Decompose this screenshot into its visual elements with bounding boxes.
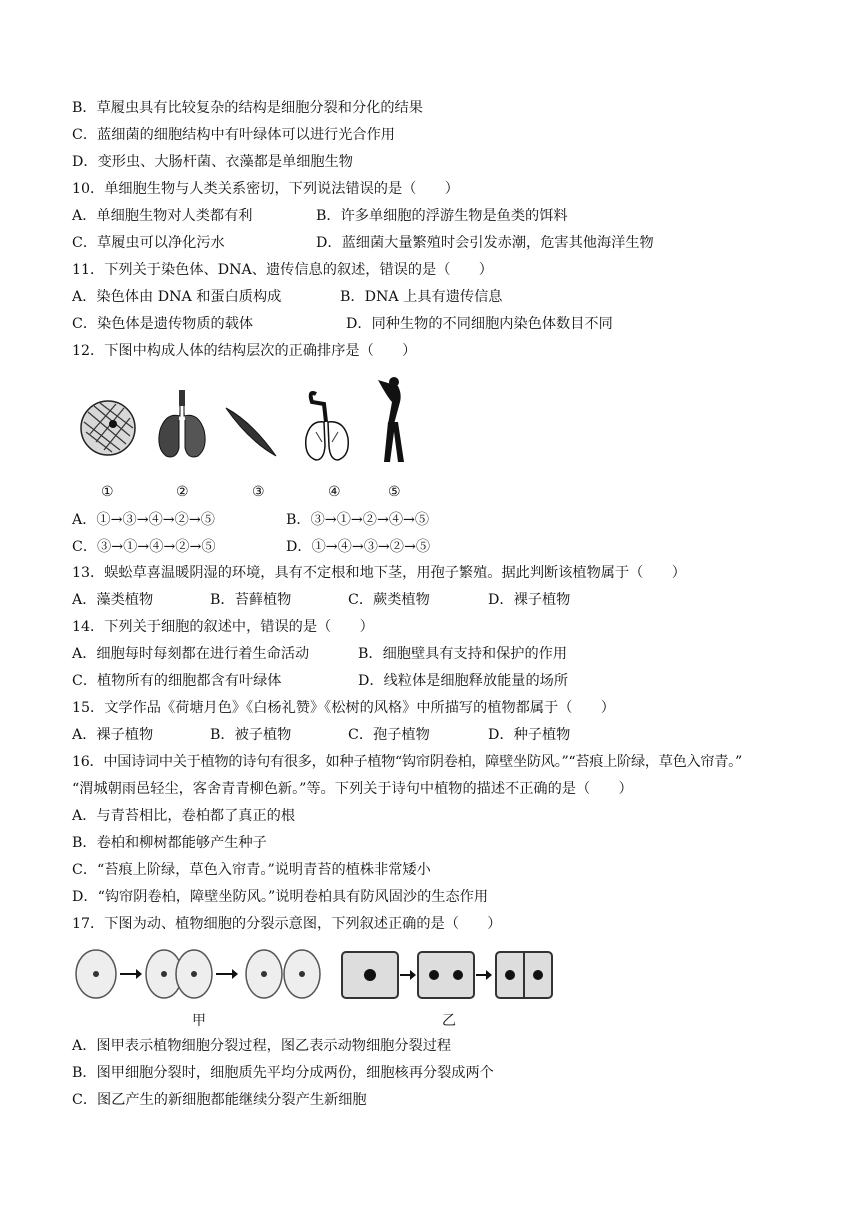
q14-option-a: A．细胞每时每刻都在进行着生命活动: [72, 646, 310, 662]
question-11: 11．下列关于染色体、DNA、遗传信息的叙述，错误的是（ ）: [72, 262, 493, 278]
q16-option-d: D．“钩帘阴卷柏，障壁坐防风。”说明卷柏具有防风固沙的生态作用: [72, 889, 489, 905]
plant-cell-division-yi: [342, 952, 552, 998]
muscle-cell-image: [226, 408, 276, 456]
q14-option-d: D．线粒体是细胞释放能量的场所: [358, 673, 569, 689]
q13-option-d: D．裸子植物: [488, 592, 571, 608]
q14-option-c: C．植物所有的细胞都含有叶绿体: [72, 673, 282, 689]
question-17: 17．下图为动、植物细胞的分裂示意图，下列叙述正确的是（ ）: [72, 916, 502, 932]
q16-option-c: C．“苔痕上阶绿，草色入帘青。”说明青苔的植株非常矮小: [72, 862, 431, 878]
q16-option-a: A．与青苔相比，卷柏都了真正的根: [72, 808, 296, 824]
q17-option-c: C．图乙产生的新细胞都能继续分裂产生新细胞: [72, 1092, 367, 1108]
q10-option-b: B．许多单细胞的浮游生物是鱼类的饵料: [316, 208, 568, 224]
fig17-label-yi: 乙: [442, 1013, 456, 1029]
q10-option-d: D．蓝细菌大量繁殖时会引发赤潮，危害其他海洋生物: [316, 235, 654, 251]
q11-option-c: C．染色体是遗传物质的载体: [72, 316, 254, 332]
fig12-label-5: ⑤: [388, 484, 401, 500]
q13-option-c: C．蕨类植物: [348, 592, 430, 608]
question-14: 14．下列关于细胞的叙述中，错误的是（ ）: [72, 619, 374, 635]
question-13: 13．蜈蚣草喜温暖阴湿的环境，具有不定根和地下茎，用孢子繁殖。据此判断该植物属于（ ）: [72, 565, 686, 581]
fig12-label-1: ①: [101, 484, 114, 500]
question-15: 15．文学作品《荷塘月色》《白杨礼赞》《松树的风格》中所描写的植物都属于（ ）: [72, 700, 615, 716]
respiratory-system-image: [306, 393, 349, 460]
q9-option-d: D．变形虫、大肠杆菌、衣藻都是单细胞生物: [72, 154, 353, 170]
cell-division-figure: [72, 944, 558, 1006]
fig17-label-jia: 甲: [192, 1013, 206, 1029]
question-12: 12．下图中构成人体的结构层次的正确排序是（ ）: [72, 343, 417, 359]
q15-option-b: B．被子植物: [210, 727, 292, 743]
q13-option-b: B．苔藓植物: [210, 592, 292, 608]
q15-option-a: A．裸子植物: [72, 727, 154, 743]
lungs-image: [159, 390, 205, 457]
question-16-cont: “渭城朝雨邑轻尘，客舍青青柳色新。”等。下列关于诗句中植物的描述不正确的是（ ）: [72, 781, 633, 797]
q13-option-a: A．藻类植物: [72, 592, 154, 608]
cell-tissue-image: [81, 401, 135, 455]
q11-option-b: B．DNA 上具有遗传信息: [340, 289, 503, 305]
q9-option-b: B．草履虫具有比较复杂的结构是细胞分裂和分化的结果: [72, 100, 423, 116]
fig12-label-3: ③: [252, 484, 265, 500]
q16-option-b: B．卷柏和柳树都能够产生种子: [72, 835, 267, 851]
question-16: 16．中国诗词中关于植物的诗句有很多，如种子植物“钩帘阴卷柏，障壁坐防风。”“苔痕上阶绿，草色入帘青。”: [72, 754, 742, 770]
q17-option-a: A．图甲表示植物细胞分裂过程，图乙表示动物细胞分裂过程: [72, 1038, 452, 1054]
q15-option-d: D．种子植物: [488, 727, 571, 743]
human-figure-image: [378, 377, 404, 462]
q14-option-b: B．细胞壁具有支持和保护的作用: [358, 646, 568, 662]
q9-option-c: C．蓝细菌的细胞结构中有叶绿体可以进行光合作用: [72, 127, 395, 143]
body-structure-figure: [76, 372, 436, 474]
q10-option-c: C．草履虫可以净化污水: [72, 235, 225, 251]
q12-option-c: C．③→①→④→②→⑤: [72, 539, 216, 555]
q17-option-b: B．图甲细胞分裂时，细胞质先平均分成两份，细胞核再分裂成两个: [72, 1065, 494, 1081]
q11-option-d: D．同种生物的不同细胞内染色体数目不同: [346, 316, 613, 332]
q12-option-d: D．①→④→③→②→⑤: [286, 539, 431, 555]
q10-option-a: A．单细胞生物对人类都有利: [72, 208, 253, 224]
fig12-label-2: ②: [176, 484, 189, 500]
q12-option-b: B．③→①→②→④→⑤: [286, 512, 430, 528]
fig12-label-4: ④: [328, 484, 341, 500]
animal-cell-division-jia: [76, 950, 320, 998]
q15-option-c: C．孢子植物: [348, 727, 430, 743]
q11-option-a: A．染色体由 DNA 和蛋白质构成: [72, 289, 282, 305]
question-10: 10．单细胞生物与人类关系密切，下列说法错误的是（ ）: [72, 181, 459, 197]
q12-option-a: A．①→③→④→②→⑤: [72, 512, 215, 528]
